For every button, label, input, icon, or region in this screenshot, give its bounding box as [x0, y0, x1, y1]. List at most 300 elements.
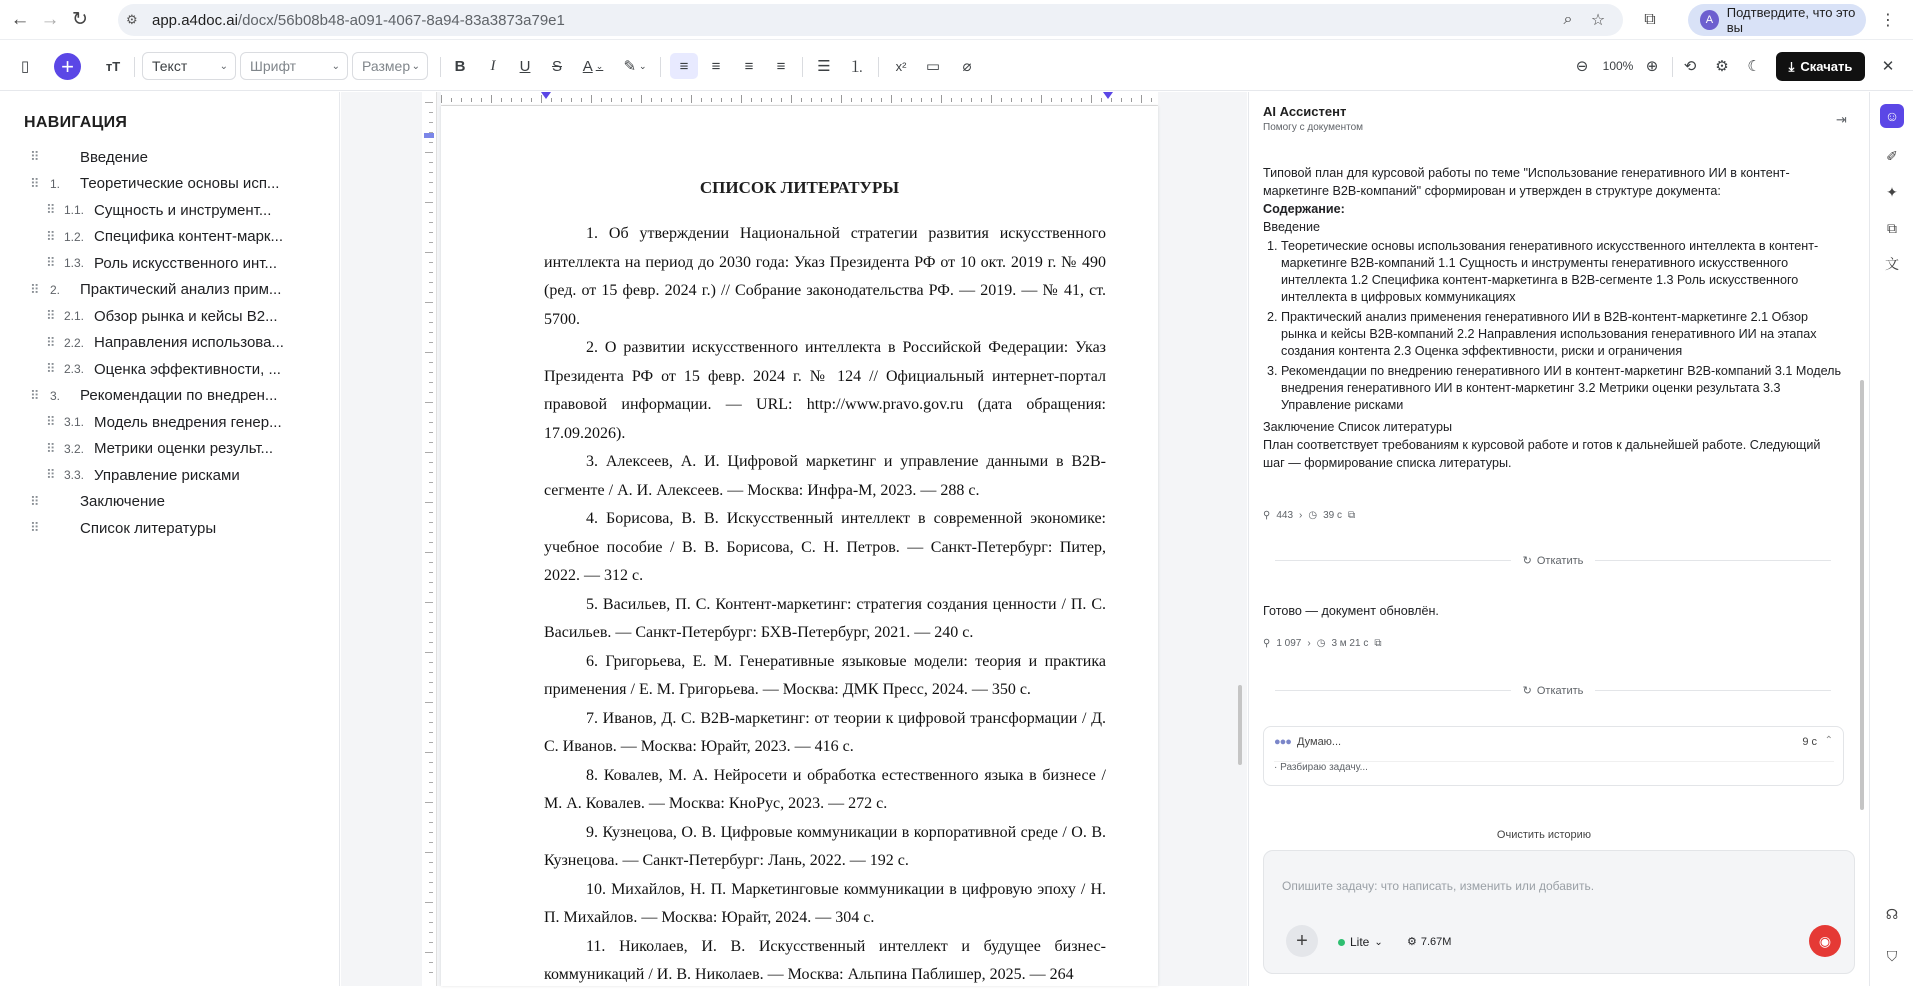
drag-handle-icon[interactable]: ⠿ — [46, 414, 54, 429]
right-rail — [1869, 92, 1913, 986]
nav-item[interactable] — [0, 303, 340, 329]
ruler-tick — [981, 98, 982, 102]
bibliography-entry[interactable]: 3. Алексеев, А. И. Цифровой маркетинг и управление данными в B2B-сегменте / А. И. Алексеев. — Москва: Инфра-М, 2023. — 288 с. — [544, 453, 1106, 499]
ruler-tick — [429, 142, 433, 143]
ruler-tick — [429, 562, 433, 563]
nav-item[interactable] — [0, 462, 340, 488]
nav-item-label: Метрики оценки результ... — [94, 440, 274, 457]
ruler-tick — [1151, 98, 1152, 102]
ruler-tick — [441, 95, 442, 103]
ruler-tick — [1131, 98, 1132, 102]
ruler-tick — [1051, 98, 1052, 102]
ruler-tick — [429, 712, 433, 713]
navigation-title: НАВИГАЦИЯ — [24, 114, 128, 131]
message-outro-2: План соответствует требованиям к курсовой работе и готов к дальнейшей работе. Следующий шаг — формирование списка литературы. — [1263, 438, 1821, 470]
ruler-tick — [429, 262, 433, 263]
nav-item[interactable] — [0, 383, 340, 409]
contents-list — [1263, 238, 1843, 414]
brush-icon[interactable]: ✐ — [1886, 147, 1898, 164]
ruler-tick — [429, 392, 433, 393]
ruler-tick — [881, 98, 882, 102]
send-button[interactable] — [1809, 925, 1841, 957]
ruler-tick — [429, 282, 433, 283]
style-select[interactable] — [142, 52, 236, 80]
ruler-tick — [425, 202, 433, 203]
chevron-down-icon: ⌄ — [219, 60, 228, 72]
horizontal-ruler[interactable] — [441, 92, 1158, 106]
ruler-tick — [921, 98, 922, 102]
ruler-tick — [429, 472, 433, 473]
clock-icon: ◷ — [1316, 638, 1326, 649]
nav-item-number: 2.2. — [64, 335, 85, 350]
underline-icon[interactable]: U — [519, 57, 531, 75]
back-icon[interactable]: ← — [10, 8, 30, 30]
ruler-tick — [621, 98, 622, 102]
assistant-scrollbar[interactable] — [1860, 380, 1864, 810]
ruler-tick — [429, 172, 433, 173]
drag-handle-icon[interactable]: ⠿ — [46, 440, 54, 456]
nav-item[interactable] — [0, 250, 340, 276]
ruler-tick — [425, 152, 433, 153]
align-right-icon[interactable]: ≡ — [744, 57, 754, 75]
ruler-tick — [571, 98, 572, 102]
ruler-tick — [429, 972, 433, 973]
ruler-tick — [429, 212, 433, 213]
bibliography-entry[interactable]: 5. Васильев, П. С. Контент-маркетинг: стратегия создания ценности / П. С. Васильев. — Санкт-Петербург: БХВ-Петербург, 2021. — 240 с. — [544, 595, 1106, 641]
document-scrollbar[interactable] — [1238, 685, 1242, 765]
ruler-tick — [429, 582, 433, 583]
ruler-tick — [429, 162, 433, 163]
zoom-out-icon[interactable]: ⊖ — [1575, 58, 1589, 75]
nav-item-number: 2.1. — [64, 309, 85, 323]
size-select[interactable] — [352, 52, 428, 80]
thinking-step-text: Разбираю задачу... — [1280, 762, 1368, 773]
thinking-label: Думаю... — [1296, 736, 1342, 748]
ruler-tick — [429, 942, 433, 943]
ruler-tick — [429, 342, 433, 343]
ruler-tick — [429, 682, 433, 683]
ruler-tick — [751, 98, 752, 102]
thinking-time: 9 с — [1802, 736, 1817, 748]
nav-item-number: 1.3. — [64, 256, 85, 270]
collapse-panel-icon[interactable]: ⇥ — [1836, 112, 1847, 127]
message-outro-1: Заключение Список литературы — [1263, 420, 1453, 434]
model-label: Lite — [1350, 935, 1370, 949]
chevron-right-icon[interactable]: › — [1299, 510, 1303, 521]
sparkle-icon[interactable]: ✦ — [1886, 183, 1898, 200]
ruler-tick — [461, 98, 462, 102]
close-icon[interactable]: ✕ — [1881, 58, 1895, 75]
bibliography-entry[interactable]: 1. Об утверждении Национальной стратегии развития искусственного интеллекта на период до 2030 года: Указ Президента РФ от 10 окт. 2019 г. № 490 (ред. от 15 февр. 2024 г.) // Собрание законодательства РФ. — 2019. — № 41, ст. 5700. — [544, 225, 1106, 328]
ruler-tick — [429, 362, 433, 363]
extensions-icon[interactable]: ⧉ — [1644, 11, 1656, 28]
nav-item-label: Оценка эффективности, ... — [94, 360, 281, 378]
zoom-lens-icon[interactable]: ⌕ — [1563, 11, 1573, 28]
chevron-down-icon: ⌄ — [331, 60, 340, 72]
ruler-tick — [425, 302, 433, 303]
copy-icon[interactable]: ⧉ — [1374, 638, 1382, 649]
ruler-tick — [429, 572, 433, 573]
drag-handle-icon[interactable]: ⠿ — [46, 202, 54, 217]
ruler-tick — [429, 512, 433, 513]
drag-handle-icon[interactable]: ⠿ — [30, 149, 38, 164]
nav-item-label: Роль искусственного инт... — [94, 254, 277, 272]
token-count: 443 — [1276, 510, 1294, 521]
bibliography-entry[interactable]: 6. Григорьева, Е. М. Генеративные языковые модели: теория и практика применения / Е. М. Григорьева. — Москва: ДМК Пресс, 2024. — 350 с. — [544, 652, 1106, 698]
url-host: app.a4doc.ai — [152, 11, 238, 29]
zoom-in-icon[interactable]: ⊕ — [1645, 58, 1659, 75]
ruler-tick — [451, 98, 452, 102]
ruler-tick — [429, 632, 433, 633]
drag-handle-icon[interactable]: ⠿ — [46, 255, 54, 270]
nav-item-number: 1.1. — [64, 203, 85, 217]
drag-handle-icon[interactable]: ⠿ — [46, 334, 54, 350]
ruler-tick — [429, 592, 433, 593]
text-color-icon[interactable]: A ⌄ — [582, 57, 604, 75]
ruler-tick — [425, 752, 433, 753]
chevron-right-icon[interactable]: › — [1307, 638, 1311, 649]
align-center-icon[interactable]: ≡ — [711, 57, 721, 75]
nav-item[interactable] — [0, 330, 340, 356]
nav-item-label: Управление рисками — [94, 466, 240, 484]
ruler-tick — [425, 552, 433, 553]
ruler-tick — [771, 98, 772, 102]
ruler-tick — [731, 98, 732, 102]
document-page[interactable] — [441, 106, 1158, 986]
ruler-tick — [429, 462, 433, 463]
drag-handle-icon[interactable]: ⠿ — [30, 281, 38, 297]
nav-item-number: 3.1. — [64, 415, 85, 429]
ruler-tick — [429, 432, 433, 433]
document-heading: СПИСОК ЛИТЕРАТУРЫ — [699, 178, 900, 197]
editor-toolbar — [0, 41, 1913, 91]
drag-handle-icon[interactable]: ⠿ — [46, 308, 54, 323]
ruler-tick — [781, 98, 782, 102]
ruler-tick — [429, 892, 433, 893]
copy-pages-icon[interactable]: ⧉ — [1887, 219, 1897, 236]
elapsed-time: 39 с — [1323, 510, 1342, 521]
ruler-tick — [429, 772, 433, 773]
settings-gear-icon[interactable]: ⚙ — [1715, 58, 1729, 75]
ruler-tick — [791, 95, 792, 103]
ruler-tick — [1011, 98, 1012, 102]
headset-icon[interactable]: ☊ — [1885, 905, 1899, 922]
bibliography-entry[interactable]: 9. Кузнецова, О. В. Цифровые коммуникации в корпоративной среде / О. В. Кузнецова. — Санкт-Петербург: Лань, 2022. — 192 с. — [544, 823, 1106, 869]
ruler-tick — [429, 532, 433, 533]
message-meta-2 — [1263, 638, 1381, 649]
download-label: Скачать — [1800, 59, 1853, 74]
assistant-bot-icon[interactable]: ☺ — [1880, 104, 1904, 128]
ruler-tick — [425, 802, 433, 803]
ruler-tick — [429, 442, 433, 443]
nav-item[interactable] — [0, 356, 340, 382]
nav-item[interactable] — [0, 409, 340, 435]
clear-format-icon[interactable]: ⌀ — [962, 58, 972, 75]
ruler-tick — [429, 482, 433, 483]
ruler-tick — [429, 962, 433, 963]
ruler-tick — [429, 322, 433, 323]
align-left-icon[interactable]: ≡ — [670, 53, 698, 79]
nav-item[interactable] — [0, 489, 340, 515]
download-button[interactable] — [1776, 52, 1865, 81]
bibliography-entry[interactable]: 11. Николаев, И. В. Искусственный интеллект и будущее бизнес-коммуникаций / И. В. Николаев. — Москва: Альпина Паблишер, 2025. — 264 — [544, 937, 1106, 983]
nav-item-label: Теоретические основы исп... — [80, 175, 280, 192]
bibliography-entry[interactable]: 10. Михайлов, Н. П. Маркетинговые коммуникации в цифровую эпоху / Н. П. Михайлов. — Москва: Юрайт, 2024. — 304 с. — [544, 880, 1106, 926]
ruler-margin — [424, 133, 434, 138]
ruler-tick — [429, 422, 433, 423]
nav-item-label: Список литературы — [80, 519, 217, 537]
nav-item[interactable] — [0, 436, 340, 462]
ruler-tick — [425, 652, 433, 653]
ruler-tick — [429, 272, 433, 273]
ai-assistant-panel — [1248, 92, 1868, 986]
ruler-tick — [429, 522, 433, 523]
ruler-tick — [429, 882, 433, 883]
ruler-tick — [701, 98, 702, 102]
drag-handle-icon[interactable]: ⠿ — [30, 387, 38, 403]
bold-icon[interactable]: B — [454, 57, 466, 75]
ruler-tick — [429, 872, 433, 873]
nav-item[interactable] — [0, 197, 340, 223]
ruler-tick — [721, 98, 722, 102]
bibliography-entry[interactable]: 2. О развитии искусственного интеллекта в Российской Федерации: Указ Президента РФ от 15 февр. 2024 г. № 124 // Официальный интернет-портал правовой информации. — URL: http://www.pravo.gov.ru (дата обращения: 17.09.2026). — [544, 339, 1106, 442]
contents-list-item: 1. Теоретические основы использования генеративного искусственного интеллекта в контент-маркетинге B2B-компаний 1.1 Сущность и инструменты генеративного искусственного интеллекта 1.2 Специфика контент-маркетинга в B2B-сегменте 1.3 Роль искусственного интеллекта в цифровых коммуникациях — [1281, 238, 1843, 306]
comment-icon[interactable]: ▭ — [925, 58, 941, 75]
ruler-tick — [1041, 95, 1042, 103]
bibliography-entry[interactable]: 7. Иванов, Д. С. B2B-маркетинг: от теории к цифровой трансформации / Д. С. Иванов. — Москва: Юрайт, 2023. — 416 с. — [544, 709, 1106, 755]
ruler-tick — [425, 352, 433, 353]
assistant-title: AI Ассистент — [1263, 104, 1347, 119]
ruler-tick — [429, 922, 433, 923]
tokens-icon: ⚲ — [1263, 638, 1271, 649]
align-justify-icon[interactable]: ≡ — [776, 57, 786, 75]
ruler-tick — [1101, 98, 1102, 102]
nav-item-number: 2.3. — [64, 362, 85, 376]
profile-chip[interactable] — [1688, 4, 1866, 36]
ruler-tick — [425, 702, 433, 703]
nav-item-label: Модель внедрения генер... — [94, 413, 282, 431]
ruler-tick — [429, 732, 433, 733]
ruler-tick — [971, 98, 972, 102]
assistant-message — [1263, 164, 1843, 472]
bibliography-entry[interactable]: 4. Борисова, В. В. Искусственный интеллект в современной экономике: учебное пособие / В. В. Борисова, С. Н. Петров. — Санкт-Петербург: Питер, 2022. — 312 с. — [544, 510, 1106, 584]
drag-handle-icon[interactable]: ⠿ — [30, 493, 38, 509]
chevron-down-icon: ⌄ — [1374, 936, 1383, 948]
font-select[interactable] — [240, 52, 348, 80]
ruler-tick — [511, 98, 512, 102]
token-count: 1 097 — [1276, 638, 1302, 649]
drag-handle-icon[interactable]: ⠿ — [46, 228, 54, 244]
dark-mode-moon-icon[interactable]: ☾ — [1747, 58, 1761, 75]
ruler-tick — [521, 98, 522, 102]
nav-item-label: Заключение — [80, 493, 165, 510]
ruler-tick — [661, 98, 662, 102]
ruler-tick — [429, 132, 433, 133]
ruler-tick — [961, 98, 962, 102]
token-balance — [1407, 935, 1451, 948]
nav-item[interactable] — [0, 277, 340, 303]
ruler-tick — [601, 98, 602, 102]
input-placeholder: Опишите задачу: что написать, изменить или добавить. — [1282, 879, 1595, 893]
nav-item-number: 3.3. — [64, 468, 85, 482]
thinking-block[interactable] — [1263, 726, 1844, 786]
nav-item-label: Практический анализ прим... — [80, 281, 282, 298]
contents-list-item: 2. Практический анализ применения генеративного ИИ в B2B-контент-маркетинге 2.1 Обзор рынка и кейсы B2B-компаний 2.2 Направления использования генеративного ИИ на этапах создания контента 2.3 Оценка эффективности, риски и ограничения — [1281, 309, 1843, 360]
nav-item[interactable] — [0, 515, 340, 541]
size-select-value: Размер — [362, 58, 411, 74]
document-body[interactable] — [544, 220, 1106, 990]
assistant-input[interactable] — [1263, 850, 1855, 974]
drag-handle-icon[interactable]: ⠿ — [46, 467, 54, 482]
ruler-tick — [871, 98, 872, 102]
nav-item-number: 3. — [50, 388, 61, 403]
reload-icon[interactable]: ↻ — [72, 9, 88, 30]
indent-marker-icon[interactable] — [1103, 92, 1113, 99]
ruler-tick — [429, 622, 433, 623]
ruler-tick — [429, 332, 433, 333]
nav-item-label: Рекомендации по внедрен... — [80, 387, 278, 404]
insert-plus-button[interactable]: + — [54, 53, 81, 80]
ruler-tick — [801, 98, 802, 102]
ruler-tick — [425, 252, 433, 253]
ruler-tick — [429, 822, 433, 823]
nav-item-label: Введение — [80, 148, 148, 166]
browser-bar — [0, 0, 1913, 40]
ruler-tick — [429, 842, 433, 843]
ruler-tick — [429, 912, 433, 913]
ruler-tick — [561, 98, 562, 102]
bullet-list-icon[interactable]: ☰ — [817, 58, 831, 75]
model-status-dot — [1338, 939, 1345, 946]
attach-plus-button[interactable]: + — [1286, 925, 1318, 957]
font-select-value: Шрифт — [250, 58, 297, 74]
clock-icon: ◷ — [1308, 510, 1318, 521]
drag-handle-icon[interactable]: ⠿ — [30, 175, 38, 191]
contents-intro-item: Введение — [1263, 220, 1321, 234]
ruler-tick — [831, 98, 832, 102]
thinking-dots-icon: ●●● — [1274, 736, 1291, 748]
ruler-tick — [429, 672, 433, 673]
ruler-tick — [429, 182, 433, 183]
ruler-tick — [429, 542, 433, 543]
nav-item-number: 1.2. — [64, 229, 85, 244]
ruler-tick — [1091, 95, 1092, 103]
shield-icon[interactable]: ⛉ — [1886, 947, 1898, 964]
token-balance-icon: ⚙ — [1407, 936, 1417, 948]
ruler-tick — [1031, 98, 1032, 102]
message-meta — [1263, 510, 1355, 521]
ruler-tick — [429, 122, 433, 123]
drag-handle-icon[interactable]: ⠿ — [46, 361, 54, 376]
rollback-label: Откатить — [1536, 684, 1584, 697]
rollback-icon: ↻ — [1522, 685, 1532, 697]
strikethrough-icon[interactable]: S — [551, 57, 562, 75]
ruler-tick — [429, 612, 433, 613]
ruler-tick — [641, 95, 642, 103]
ruler-tick — [429, 232, 433, 233]
ruler-tick — [425, 902, 433, 903]
contents-label: Содержание: — [1263, 202, 1345, 216]
ruler-tick — [425, 502, 433, 503]
nav-item-label: Сущность и инструмент... — [94, 201, 272, 219]
nav-item[interactable] — [0, 224, 340, 250]
ruler-tick — [429, 722, 433, 723]
bookmark-star-icon[interactable]: ☆ — [1590, 12, 1606, 29]
ruler-tick — [429, 862, 433, 863]
ruler-tick — [481, 98, 482, 102]
ruler-tick — [1061, 98, 1062, 102]
chevron-up-icon[interactable]: ⌃ — [1824, 735, 1833, 746]
nav-item[interactable] — [0, 144, 340, 170]
ruler-tick — [931, 98, 932, 102]
superscript-icon[interactable]: x² — [895, 58, 907, 74]
ruler-tick — [811, 98, 812, 102]
ruler-tick — [531, 98, 532, 102]
ruler-tick — [911, 98, 912, 102]
elapsed-time: 3 м 21 с — [1331, 638, 1369, 649]
thinking-step: · Разбираю задачу... — [1274, 761, 1834, 773]
address-bar[interactable] — [118, 4, 1623, 36]
nav-item-number: 3.2. — [64, 441, 85, 456]
ruler-tick — [941, 95, 942, 103]
ruler-tick — [651, 98, 652, 102]
ruler-tick — [425, 402, 433, 403]
nav-item-number: 2. — [50, 282, 61, 297]
clear-history-button[interactable]: Очистить историю — [1496, 829, 1592, 841]
site-info-icon[interactable]: ⚙ — [126, 12, 138, 27]
history-icon[interactable]: ⟲ — [1683, 58, 1697, 75]
download-icon: ⤓ — [1788, 58, 1795, 74]
browser-menu-icon[interactable]: ⋮ — [1880, 12, 1896, 29]
ruler-tick — [425, 602, 433, 603]
ruler-tick — [429, 662, 433, 663]
ruler-tick — [841, 95, 842, 103]
forward-icon[interactable]: → — [40, 8, 60, 30]
copy-icon[interactable]: ⧉ — [1348, 510, 1356, 521]
rollback-button[interactable] — [1263, 554, 1843, 567]
ruler-tick — [429, 782, 433, 783]
ruler-tick — [429, 382, 433, 383]
indent-marker-icon[interactable] — [541, 92, 551, 99]
nav-item[interactable] — [0, 171, 340, 197]
ruler-tick — [429, 412, 433, 413]
ruler-tick — [501, 98, 502, 102]
sidebar-toggle-icon[interactable]: ▯ — [20, 58, 30, 75]
ruler-tick — [741, 95, 742, 103]
rollback-icon: ↻ — [1522, 555, 1532, 567]
avatar: A — [1700, 10, 1719, 30]
ruler-tick — [821, 98, 822, 102]
bibliography-entry[interactable]: 8. Ковалев, М. А. Нейросети и обработка естественного языка в бизнесе / М. А. Ковалев. — Москва: КноРус, 2023. — 272 с. — [544, 766, 1106, 812]
translate-icon[interactable]: 文 — [1885, 256, 1899, 272]
url-path: /docx/56b08b48-a091-4067-8a94-83a3873a79e1 — [237, 11, 565, 29]
rollback-button[interactable] — [1263, 684, 1843, 697]
ruler-tick — [611, 98, 612, 102]
numbered-list-icon[interactable]: ⒈ — [849, 58, 865, 76]
ruler-tick — [425, 852, 433, 853]
ruler-tick — [429, 792, 433, 793]
model-selector[interactable] — [1338, 935, 1383, 949]
drag-handle-icon[interactable]: ⠿ — [30, 520, 38, 535]
contents-list-item: 3. Рекомендации по внедрению генеративного ИИ в контент-маркетинг B2B-компаний 3.1 Модель внедрения генеративного ИИ в контент-маркетинг 3.2 Метрики оценки результата 3.3 Управление рисками — [1281, 363, 1843, 414]
rollback-label: Откатить — [1536, 554, 1584, 567]
ruler-tick — [671, 98, 672, 102]
vertical-ruler — [422, 92, 437, 986]
highlight-icon[interactable]: ✎ ⌄ — [623, 58, 647, 75]
italic-icon[interactable]: I — [490, 57, 496, 74]
text-size-icon[interactable]: тТ — [105, 58, 121, 74]
ruler-tick — [429, 812, 433, 813]
